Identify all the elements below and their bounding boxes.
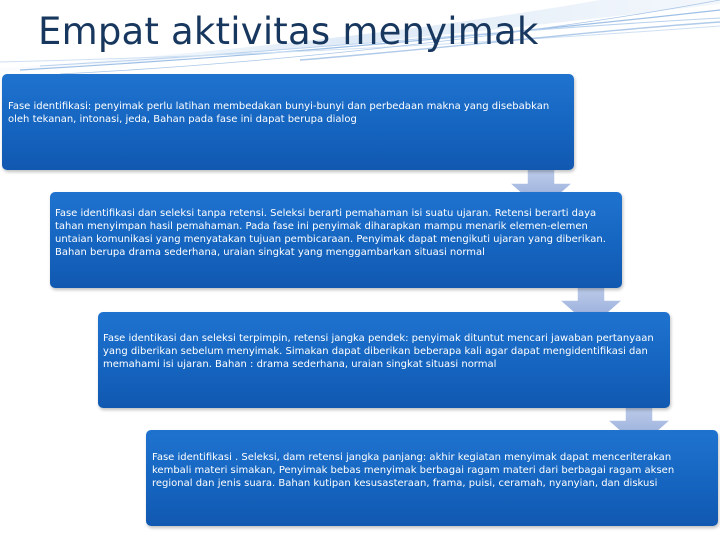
step-text: Fase identikasi dan seleksi terpimpin, retensi jangka pendek: penyimak dituntut mencari jawaban pertanyaan yang diberikan sebelum menyimak. Simakan dapat diberikan beberapa kali agar dapat mengidentifikasi dan memahami isi ujaran. Bahan : drama sederhana, uraian singkat situasi normal (103, 333, 654, 370)
step-box-1 (2, 74, 574, 170)
step-box-4 (146, 430, 718, 526)
step-box-2 (50, 192, 622, 288)
step-text: Fase identifikasi . Seleksi, dam retensi jangka panjang: akhir kegiatan menyimak dapat menceriterakan kembali materi simakan, Penyimak bebas menyimak berbagai ragam materi dari berbagai ragam aksen regional dan jenis suara. Bahan kutipan kesusasteraan, frama, puisi, ceramah, nyanyian, dan diskusi (152, 452, 675, 489)
step-text: Fase identifikasi dan seleksi tanpa retensi. Seleksi berarti pemahaman isi suatu ujaran. Retensi berarti daya tahan menyimpan hasil pemahaman. Pada fase ini penyimak diharapkan mampu menarik elemen-elemen untaian komunikasi yang menyatakan tujuan pembicaraan. Penyimak dapat mengikuti ujaran yang diberikan. Bahan berupa drama sederhana, uraian singkat yang menggambarkan situasi normal (55, 208, 606, 258)
step-text: Fase identifikasi: penyimak perlu latihan membedakan bunyi-bunyi dan perbedaan makna yang disebabkan oleh tekanan, intonasi, jeda, Bahan pada fase ini dapat berupa dialog (8, 101, 550, 125)
page-title: Empat aktivitas menyimak (38, 10, 539, 53)
step-box-3 (98, 312, 670, 408)
